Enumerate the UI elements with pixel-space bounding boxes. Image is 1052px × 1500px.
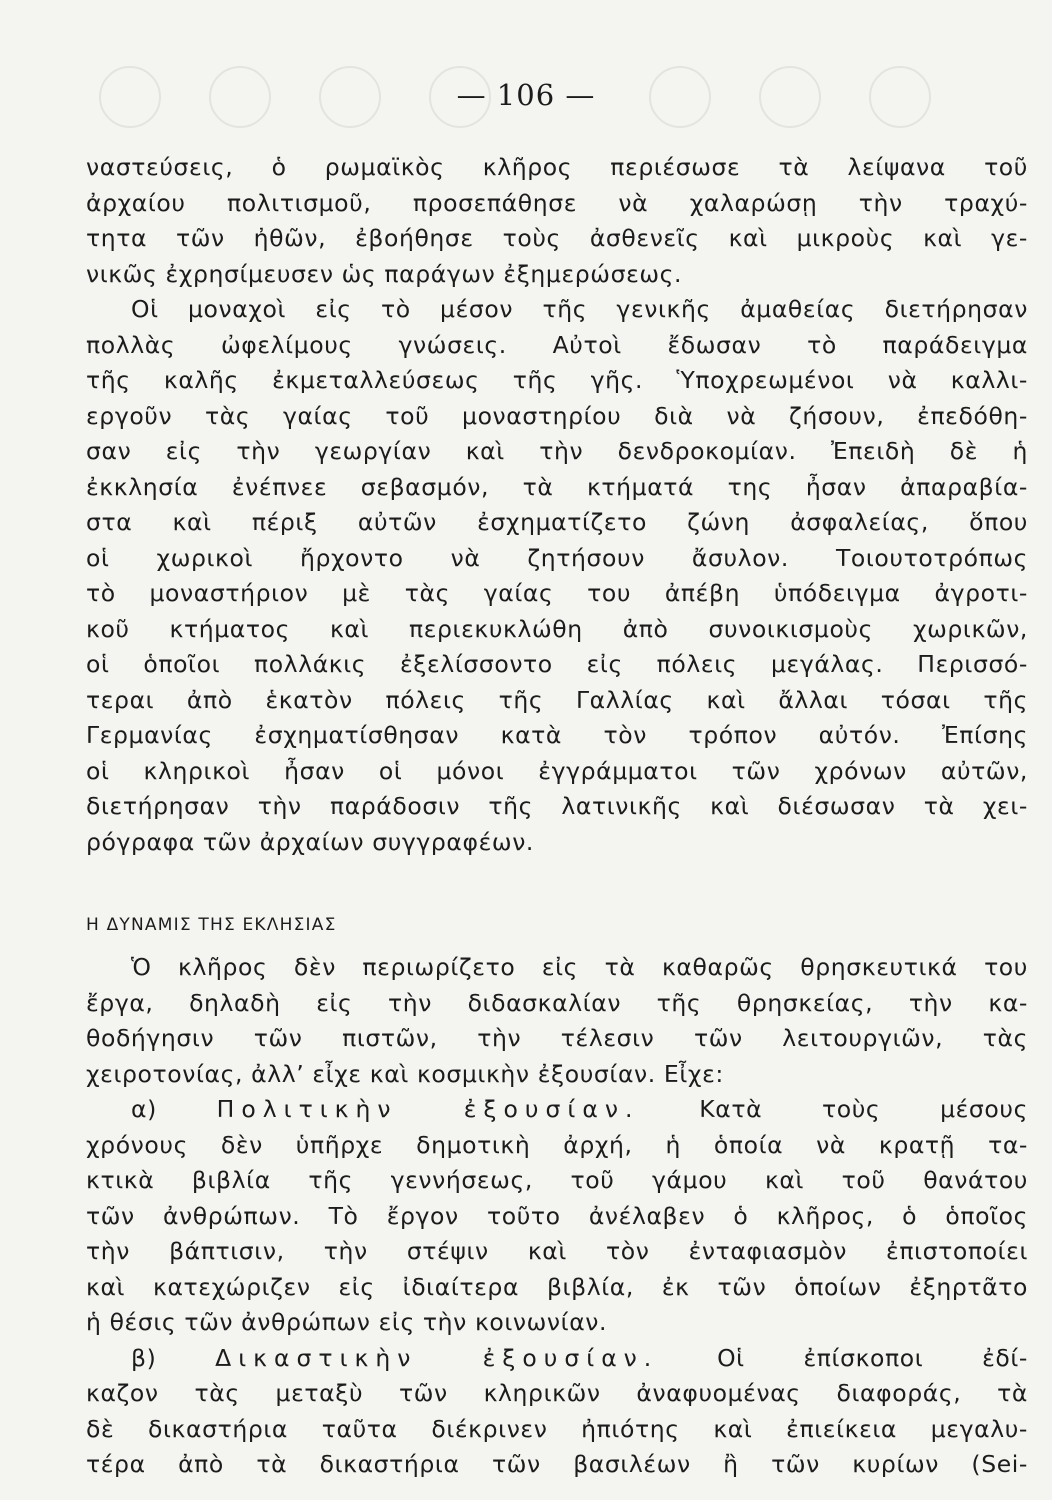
text-line: θοδήγησιν τῶν πιστῶν, τὴν τέλεσιν τῶν λειτουργιῶν, τὰς [86, 1024, 1028, 1052]
text-line: τεραι ἀπὸ ἑκατὸν πόλεις τῆς Γαλλίας καὶ ἄλλαι τόσαι τῆς [86, 685, 1028, 714]
text-line: τῆς καλῆς ἐκμεταλλεύσεως τῆς γῆς. Ὑποχρεωμένοι νὰ καλλι- [86, 366, 1028, 394]
item-b-first-line [86, 1341, 1028, 1377]
page-number: — 106 — [456, 78, 596, 112]
text-line: τὸ μοναστήριον μὲ τὰς γαίας του ἀπέβη ὑπόδειγμα ἀγροτι- [86, 579, 1028, 607]
text-line: νικῶς ἐχρησίμευσεν ὡς παράγων ἐξημερώσεως. [86, 259, 683, 288]
item-title: Πολιτικὴν ἐξουσίαν. [216, 1095, 640, 1123]
text-line: τὴν βάπτισιν, τὴν στέψιν καὶ τὸν ἐνταφιασμὸν ἐπιστοποίει [86, 1237, 1028, 1265]
item-text: Κατὰ τοὺς μέσους [699, 1095, 1028, 1123]
text-line: Γερμανίας ἐσχηματίσθησαν κατὰ τὸν τρόπον αὐτόν. Ἐπίσης [86, 721, 1028, 749]
text-line: ρόγραφα τῶν ἀρχαίων συγγραφέων. [86, 827, 534, 856]
text-line: πολλὰς ὠφελίμους γνώσεις. Αὐτοὶ ἔδωσαν τὸ παράδειγμα [86, 330, 1028, 359]
text-line: καὶ κατεχώριζεν εἰς ἰδιαίτερα βιβλία, ἐκ τῶν ὁποίων ἐξηρτᾶτο [86, 1272, 1028, 1301]
text-line: ἔργα, δηλαδὴ εἰς τὴν διδασκαλίαν τῆς θρησκείας, τὴν κα- [86, 988, 1028, 1017]
text-line: Οἱ μοναχοὶ εἰς τὸ μέσον τῆς γενικῆς ἀμαθείας διετήρησαν [131, 295, 1028, 323]
text-line: οἱ κληρικοὶ ἦσαν οἱ μόνοι ἐγγράμματοι τῶν χρόνων αὐτῶν, [86, 756, 1028, 785]
text-line: κοῦ κτήματος καὶ περιεκυκλώθη ἀπὸ συνοικισμοὺς χωρικῶν, [86, 614, 1028, 643]
text-line: στα καὶ πέριξ αὐτῶν ἐσχηματίζετο ζώνη ἀσφαλείας, ὅπου [86, 508, 1028, 536]
item-text: Οἱ ἐπίσκοποι ἐδί- [717, 1343, 1028, 1372]
body-text-bottom [86, 950, 1028, 1483]
text-line: ἡ θέσις τῶν ἀνθρώπων εἰς τὴν κοινωνίαν. [86, 1308, 608, 1336]
text-line: τῶν ἀνθρώπων. Τὸ ἔργον τοῦτο ἀνέλαβεν ὁ κλῆρος, ὁ ὁποῖος [86, 1201, 1028, 1230]
text-line: ἀρχαίου πολιτισμοῦ, προσεπάθησε νὰ χαλαρώσῃ τὴν τραχύ- [86, 188, 1028, 217]
text-line: τητα τῶν ἠθῶν, ἐβοήθησε τοὺς ἀσθενεῖς καὶ μικροὺς καὶ γε- [86, 224, 1028, 252]
text-line: χειροτονίας, ἀλλ’ εἶχε καὶ κοσμικὴν ἐξουσίαν. Εἶχε: [86, 1059, 724, 1088]
text-line: οἱ χωρικοὶ ἤρχοντο νὰ ζητήσουν ἄσυλον. Τοιουτοτρόπως [86, 543, 1028, 572]
text-line: εργοῦν τὰς γαίας τοῦ μοναστηρίου διὰ νὰ ζήσουν, ἐπεδόθη- [86, 401, 1028, 430]
body-text-top [86, 150, 1028, 860]
section-heading: Η ΔΥΝΑΜΙΣ ΤΗΣ ΕΚΛΗΣΙΑΣ [86, 915, 337, 935]
text-line: χρόνους δὲν ὑπῆρχε δημοτικὴ ἀρχή, ἡ ὁποία νὰ κρατῇ τα- [86, 1130, 1028, 1159]
text-line: τέρα ἀπὸ τὰ δικαστήρια τῶν βασιλέων ἢ τῶν κυρίων (Sei- [86, 1450, 1028, 1478]
text-line: δὲ δικαστήρια ταῦτα διέκρινεν ἠπιότης καὶ ἐπιείκεια μεγαλυ- [86, 1414, 1028, 1443]
text-line: διετήρησαν τὴν παράδοσιν τῆς λατινικῆς καὶ διέσωσαν τὰ χει- [86, 792, 1028, 820]
text-line: ναστεύσεις, ὁ ρωμαϊκὸς κλῆρος περιέσωσε τὰ λείψανα τοῦ [86, 153, 1028, 181]
item-title: Δικαστικὴν ἐξουσίαν. [215, 1343, 659, 1372]
text-line: Ὁ κλῆρος δὲν περιωρίζετο εἰς τὰ καθαρῶς θρησκευτικά του [131, 953, 1028, 981]
text-line: ἐκκλησία ἐνέπνεε σεβασμόν, τὰ κτήματά της ἦσαν ἀπαραβία- [86, 472, 1028, 501]
item-label: α) [131, 1095, 157, 1123]
text-line: καζον τὰς μεταξὺ τῶν κληρικῶν ἀναφυομένας διαφοράς, τὰ [86, 1379, 1028, 1407]
text-line: κτικὰ βιβλία τῆς γεννήσεως, τοῦ γάμου καὶ τοῦ θανάτου [86, 1166, 1028, 1194]
item-label: β) [131, 1343, 157, 1372]
text-line: οἱ ὁποῖοι πολλάκις ἐξελίσσοντο εἰς πόλεις μεγάλας. Περισσό- [86, 650, 1028, 678]
item-a-first-line [86, 1092, 1028, 1128]
text-line: σαν εἰς τὴν γεωργίαν καὶ τὴν δενδροκομίαν. Ἐπειδὴ δὲ ἡ [86, 437, 1028, 465]
